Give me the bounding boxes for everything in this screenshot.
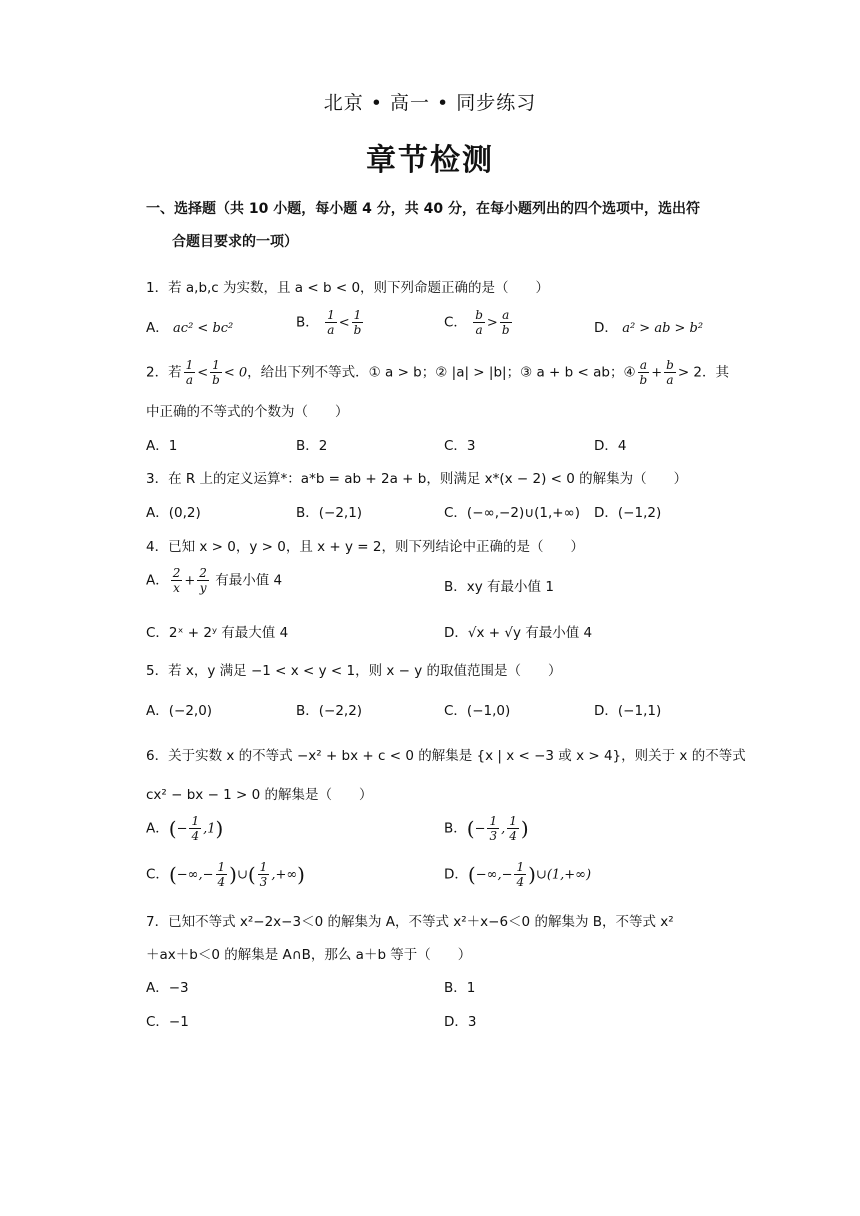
q2-option-a: A．1 <box>146 438 178 454</box>
q7-option-b: B．1 <box>444 980 476 996</box>
q6-option-d: D．(−∞,− $\frac{1}{4}$ )∪(1,+∞) <box>444 860 592 889</box>
q7-option-c: C．−1 <box>146 1014 189 1030</box>
q3-option-a: A．(0,2) <box>146 505 201 521</box>
page-title: 章节检测 <box>366 143 494 178</box>
q1-option-c: C． $\frac{b}{a}$ > $\frac{a}{b}$ <box>444 308 510 337</box>
q1-option-b-label: B． <box>296 314 319 331</box>
q4-option-a-text: 有最小值 4 <box>215 572 283 589</box>
q1-option-d-label: D． <box>594 320 618 336</box>
question-3-stem: 3．在 R 上的定义运算*：a*b = ab + 2a + b，则满足 x*(x − 2) < 0 的解集为（ ） <box>146 471 688 487</box>
q6-option-b: B．(− $\frac{1}{3}$ , $\frac{1}{4}$ ) <box>444 814 529 843</box>
q7-option-a: A．−3 <box>146 980 189 996</box>
q2-option-b: B．2 <box>296 438 328 454</box>
q5-option-a: A．(−2,0) <box>146 703 213 719</box>
q1-option-a-expr: ac² < bc² <box>173 321 234 336</box>
q4-option-c: C．2ˣ + 2ʸ 有最大值 4 <box>146 625 289 641</box>
q1-option-a <box>146 316 233 336</box>
question-1-stem: 1．若 a,b,c 为实数，且 a < b < 0，则下列命题正确的是（ ） <box>146 280 550 296</box>
q4-option-b: B．xy 有最小值 1 <box>444 579 554 595</box>
q3-option-d: D．(−1,2) <box>594 505 662 521</box>
question-7-stem-cont: ＋ax＋b＜0 的解集是 A∩B，那么 a＋b 等于（ ） <box>146 947 472 963</box>
q2-option-d: D．4 <box>594 438 627 454</box>
q1-option-c-label: C． <box>444 314 467 331</box>
question-6-stem-cont: cx² − bx − 1 > 0 的解集是（ ） <box>146 787 373 803</box>
q2-option-c: C．3 <box>444 438 476 454</box>
q1-option-b: B． $\frac{1}{a}$ < $\frac{1}{b}$ <box>296 308 362 337</box>
question-4-stem: 4．已知 x > 0，y > 0，且 x + y = 2，则下列结论中正确的是（ ） <box>146 539 584 555</box>
q4-option-a: A． $\frac{2}{x}$ + $\frac{2}{y}$ 有最小值 4 <box>146 566 283 595</box>
q6-option-a: A．(− $\frac{1}{4}$ ,1) <box>146 814 224 843</box>
question-5-stem: 5．若 x，y 满足 −1 < x < y < 1，则 x − y 的取值范围是（ ） <box>146 663 562 679</box>
q5-option-d: D．(−1,1) <box>594 703 662 719</box>
page-header: 北京 • 高一 • 同步练习 <box>323 92 537 114</box>
section-heading: 一、选择题（共 10 小题，每小题 4 分，共 40 分，在每小题列出的四个选项中，选出符 <box>146 201 700 217</box>
question-6-stem: 6．关于实数 x 的不等式 −x² + bx + c < 0 的解集是 {x | x < −3 或 x > 4}，则关于 x 的不等式 <box>146 748 746 764</box>
question-2-stem-cont: 中正确的不等式的个数为（ ） <box>146 404 349 420</box>
q4-option-d: D．√x + √y 有最小值 4 <box>444 625 593 641</box>
section-heading-cont: 合题目要求的一项） <box>172 234 298 250</box>
q1-option-d-expr: a² > ab > b² <box>622 321 704 336</box>
q7-option-d: D．3 <box>444 1014 477 1030</box>
q3-option-b: B．(−2,1) <box>296 505 363 521</box>
q1-option-d <box>594 316 703 336</box>
q5-option-b: B．(−2,2) <box>296 703 363 719</box>
question-7-stem: 7．已知不等式 x²−2x−3＜0 的解集为 A，不等式 x²＋x−6＜0 的解集为 B，不等式 x² <box>146 914 674 930</box>
q5-option-c: C．(−1,0) <box>444 703 511 719</box>
q6-option-c: C．(−∞,− $\frac{1}{4}$ )∪( $\frac{1}{3}$ ,+∞) <box>146 860 305 889</box>
q1-option-a-label: A． <box>146 320 169 336</box>
q3-option-c: C．(−∞,−2)∪(1,+∞) <box>444 505 581 521</box>
question-2-stem: 2．若 $\frac{1}{a}$ < $\frac{1}{b}$ < 0，给出下列不等式．① a > b；② |a| > |b|；③ a + b < ab；④ $\frac{a}{b}$ + $\frac{b}{a}$ > 2．其 <box>146 358 730 387</box>
